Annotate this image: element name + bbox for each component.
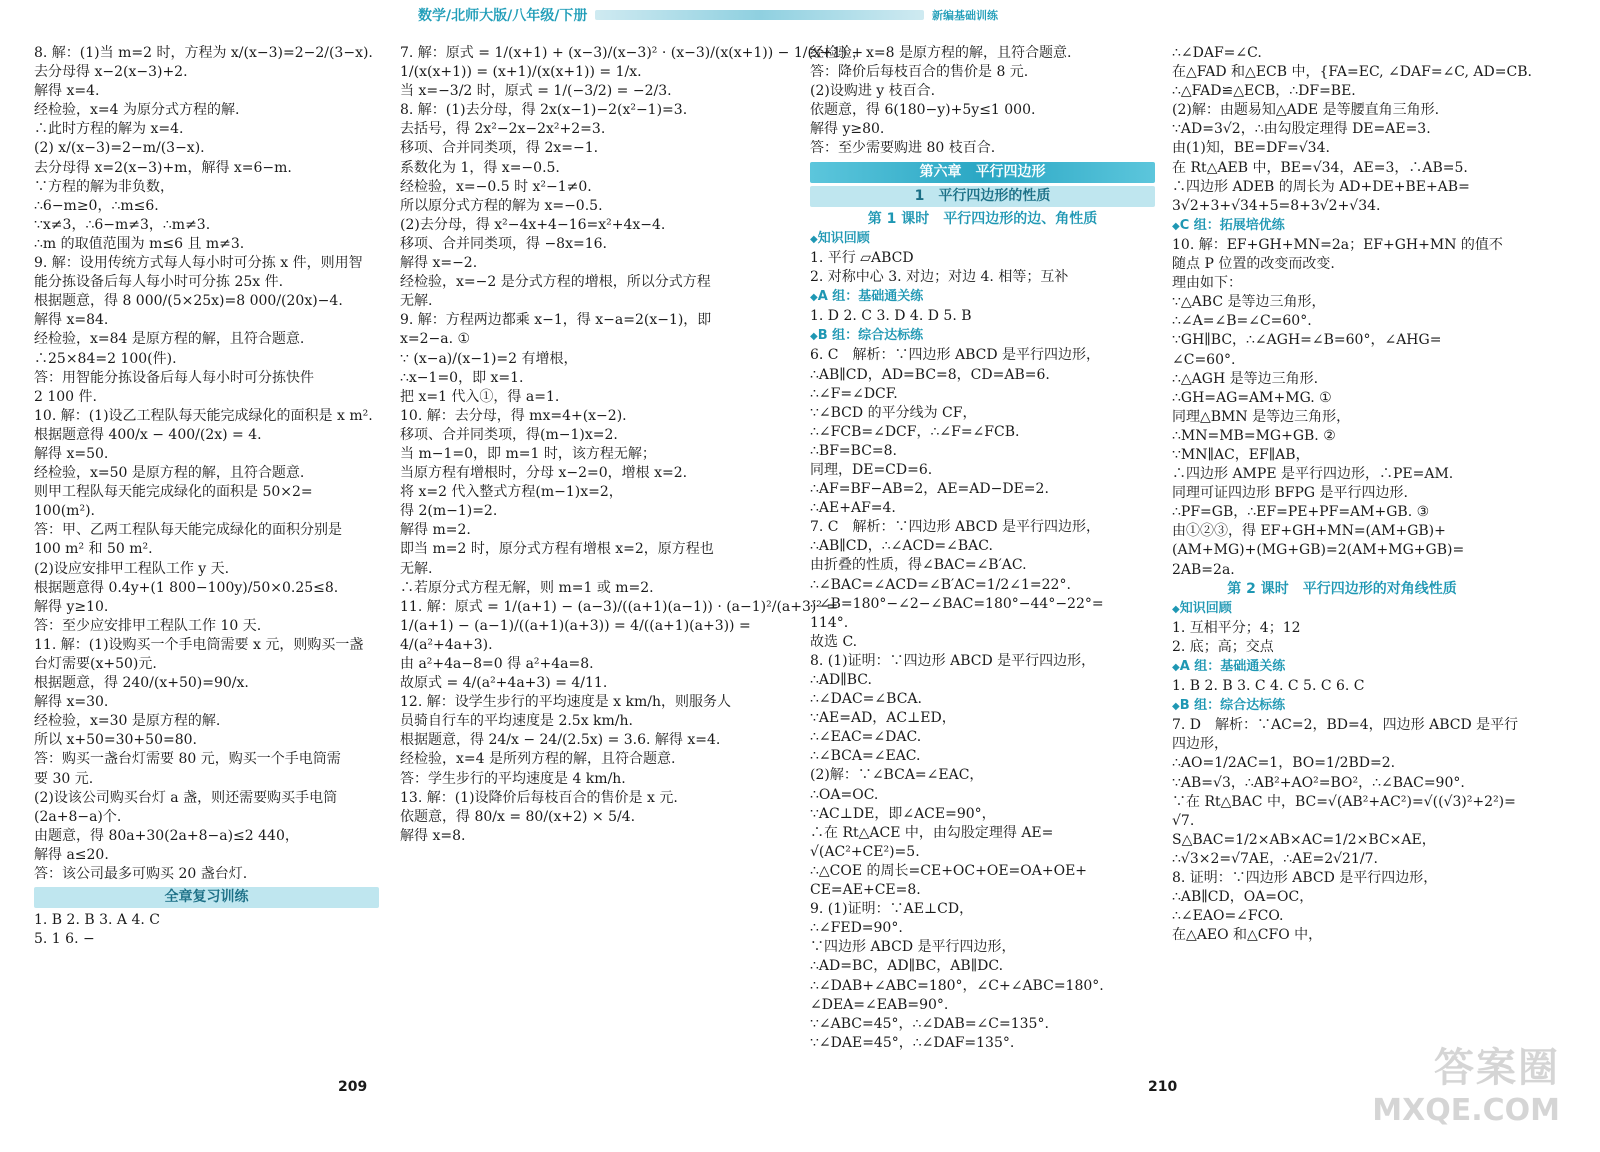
text-line: ∴OA=OC. xyxy=(810,786,879,803)
text-line: ∴MN=MB=MG+GB. ② xyxy=(1172,427,1336,444)
text-line: 去括号，得 2x²−2x−2x²+2=3. xyxy=(400,121,606,138)
text-line: 移项、合并同类项，得 2x=−1. xyxy=(400,140,599,157)
text-line: 根据题意得 400/x − 400/(2x) = 4. xyxy=(34,426,262,443)
text-line: ∴△AGH 是等边三角形. xyxy=(1172,370,1319,387)
text-line: 8. 解：(1)当 m=2 时，方程为 x/(x−3)=2−2/(3−x). xyxy=(34,45,373,61)
text-line: CE=AE+CE=8. xyxy=(810,882,921,899)
text-line: ∴在 Rt△ACE 中，由勾股定理得 AE= xyxy=(810,824,1054,841)
text-line: ∴∠BCA=∠EAC. xyxy=(810,748,921,765)
text-line: 经检验，x=30 是原方程的解. xyxy=(34,713,221,730)
text-line: ∵MN∥AC，EF∥AB， xyxy=(1172,446,1310,463)
group-b-heading-2: ◆ B 组：综合达标练 xyxy=(1172,696,1512,716)
text-line: ∵△ABC 是等边三角形， xyxy=(1172,294,1326,311)
text-line: ∴AD=BC，AD∥BC，AB∥DC. xyxy=(810,958,1004,975)
text-line: 能分拣设备后每人每小时可分拣 25x 件. xyxy=(34,274,284,291)
text-line: ∴若原分式方程无解，则 m=1 或 m=2. xyxy=(400,579,654,596)
section-title-review: 全章复习训练 xyxy=(34,887,379,908)
text-line: 10. 解：去分母，得 mx=4+(x−2). xyxy=(400,407,627,424)
column-3 xyxy=(810,44,1155,1053)
text-line: 所以 x+50=30+50=80. xyxy=(34,732,197,749)
text-line: ∵x≠3，∴6−m≠3，∴m≠3. xyxy=(34,216,211,233)
text-line: ∴PF=GB，∴EF=PE+PF=AM+GB. ③ xyxy=(1172,504,1430,521)
text-line: ∴∠BAC=∠ACD=∠B′AC=1/2∠1=22°. xyxy=(810,576,1071,593)
text-line: (2)解：∵∠BCA=∠EAC， xyxy=(810,767,984,784)
text-line: 则甲工程队每天能完成绿化的面积是 50×2= xyxy=(34,484,313,501)
watermark-logo-text: 答案圈 xyxy=(1434,1045,1560,1091)
text-line: 由①②③，得 EF+GH+MN=(AM+GB)+ xyxy=(1172,523,1446,540)
text-line: 1/(a+1) − (a−1)/((a+1)(a+3)) = 4/((a+1)(a+3)) = xyxy=(400,617,751,634)
text-line: 1. B 2. B 3. C 4. C 5. C 6. C xyxy=(1172,678,1365,695)
text-line: 在△FAD 和△ECB 中，{FA=EC, ∠DAF=∠C, AD=CB. xyxy=(1172,64,1532,81)
text-line: ∴∠B=180°−∠2−∠BAC=180°−44°−22°= xyxy=(810,595,1104,612)
text-line: 去分母得 x−2(x−3)+2. xyxy=(34,64,188,81)
text-line: 故选 C. xyxy=(810,633,858,650)
book-title: 数学/北师大版/八年级/下册 xyxy=(418,8,588,24)
header-decoration xyxy=(595,10,924,20)
text-line: 解得 a≤20. xyxy=(34,846,109,863)
text-line: ∴GH=AG=AM+MG. ① xyxy=(1172,389,1332,406)
text-line: ∵方程的解为非负数， xyxy=(34,178,174,195)
text-line: 1. B 2. B 3. A 4. C xyxy=(34,912,160,929)
text-line: 在 Rt△AEB 中，BE=√34，AE=3，∴AB=5. xyxy=(1172,159,1468,176)
text-line: 13. 解：(1)设降价后每枝百合的售价是 x 元. xyxy=(400,789,678,806)
text-line: 把 x=1 代入①，得 a=1. xyxy=(400,388,560,405)
column-1-body xyxy=(34,44,379,884)
text-line: ∵AC⊥DE，即∠ACE=90°， xyxy=(810,805,996,822)
text-line: 100(m²). xyxy=(34,503,95,520)
text-line: 11. 解：(1)设购买一个手电筒需要 x 元，则购买一盏 xyxy=(34,636,364,653)
text-line: ∴AB∥CD，AD=BC=8，CD=AB=6. xyxy=(810,366,1050,383)
page-header xyxy=(418,4,998,26)
column-4-body xyxy=(1172,44,1532,216)
page-number-right: 210 xyxy=(1148,1079,1178,1095)
text-line: ∴四边形 ADEB 的周长为 AD+DE+BE+AB= xyxy=(1172,178,1470,195)
text-line: 10. 解：EF+GH+MN=2a；EF+GH+MN 的值不 xyxy=(1172,236,1503,253)
text-line: 经检验，x=84 是原方程的解，且符合题意. xyxy=(34,331,305,348)
text-line: 根据题意，得 24/x − 24/(2.5x) = 3.6. 解得 x=4. xyxy=(400,732,721,749)
text-line: ∴m 的取值范围为 m≤6 且 m≠3. xyxy=(34,235,245,252)
text-line: 无解. xyxy=(400,293,433,310)
text-line: 答：购买一盏台灯需要 80 元，购买一个手电筒需 xyxy=(34,751,341,768)
text-line: 同理可证四边形 BFPG 是平行四边形. xyxy=(1172,485,1408,502)
text-line: 8. (1)证明：∵四边形 ABCD 是平行四边形， xyxy=(810,652,1096,669)
text-line: 当 m−1=0，即 m=1 时，该方程无解； xyxy=(400,445,656,462)
text-line: ∵∠BCD 的平分线为 CF， xyxy=(810,404,977,421)
text-line: 答：降价后每枝百合的售价是 8 元. xyxy=(810,64,1029,81)
group-c-heading: ◆ C 组：拓展培优练 xyxy=(1172,216,1512,236)
review-answers-2 xyxy=(1172,619,1512,657)
text-line: 8. 解：(1)去分母，得 2x(x−1)−2(x²−1)=3. xyxy=(400,102,688,119)
text-line: 解得 y≥80. xyxy=(810,121,885,138)
text-line: 经检验，x=4 是所列方程的解，且符合题意. xyxy=(400,751,676,768)
chapter-title: 第六章 平行四边形 xyxy=(810,162,1155,183)
text-line: ∴此时方程的解为 x=4. xyxy=(34,121,184,138)
knowledge-review-heading-2: ◆ 知识回顾 xyxy=(1172,599,1512,619)
text-line: 经检验，x=50 是原方程的解，且符合题意. xyxy=(34,465,305,482)
text-line: (2)去分母，得 x²−4x+4−16=x²+4x−4. xyxy=(400,216,666,233)
text-line: 四边形， xyxy=(1172,736,1228,753)
text-line: (2) x/(x−3)=2−m/(3−x). xyxy=(34,140,205,157)
text-line: (2)设应安排甲工程队工作 y 天. xyxy=(34,560,230,577)
text-line: ∵AB=√3，∴AB²+AO²=BO²，∴∠BAC=90°. xyxy=(1172,774,1465,791)
text-line: ∴AB∥CD，OA=OC， xyxy=(1172,889,1314,906)
group-a-answers xyxy=(810,307,1155,326)
review-answers xyxy=(810,249,1155,287)
text-line: 随点 P 位置的改变而改变. xyxy=(1172,256,1335,273)
text-line: 即当 m=2 时，原分式方程有增根 x=2，原方程也 xyxy=(400,541,714,558)
text-line: ∴∠DAB+∠ABC=180°，∠C+∠ABC=180°. xyxy=(810,977,1104,994)
text-line: 解得 x=30. xyxy=(34,694,109,711)
text-line: ∠DEA=∠EAB=90°. xyxy=(810,996,949,1013)
text-line: 1/(x(x+1)) = (x+1)/(x(x+1)) = 1/x. xyxy=(400,64,642,81)
text-line: 114°. xyxy=(810,614,849,631)
text-line: (2)设该公司购买台灯 a 盏，则还需要购买手电筒 xyxy=(34,789,338,806)
text-line: ∴AB∥CD，∴∠ACD=∠BAC. xyxy=(810,538,993,555)
lesson-2-title: 第 2 课时 平行四边形的对角线性质 xyxy=(1227,580,1457,597)
text-line: 2 100 件. xyxy=(34,388,97,405)
text-line: ∵∠ABC=45°，∴∠DAB=∠C=135°. xyxy=(810,1015,1049,1032)
text-line: ∵∠DAE=45°，∴∠DAF=135°. xyxy=(810,1034,1015,1051)
text-line: 7. C 解析：∵四边形 ABCD 是平行四边形， xyxy=(810,519,1101,536)
text-line: 4/(a²+4a+3). xyxy=(400,636,493,653)
text-line: 1. D 2. C 3. D 4. D 5. B xyxy=(810,308,972,325)
group-a-heading: ◆ A 组：基础通关练 xyxy=(810,287,1155,307)
column-1-tail xyxy=(34,911,379,949)
text-line: 解得 x=8. xyxy=(400,827,466,844)
lesson-title: 第 1 课时 平行四边形的边、角性质 xyxy=(867,210,1098,227)
text-line: 当原方程有增根时，分母 x−2=0，增根 x=2. xyxy=(400,465,688,482)
text-line: 当 x=−3/2 时，原式 = 1/(−3/2) = −2/3. xyxy=(400,83,672,100)
text-line: 经检验，x=−0.5 时 x²−1≠0. xyxy=(400,178,592,195)
group-b-answers-2 xyxy=(1172,716,1519,945)
text-line: (AM+MG)+(MG+GB)=2(AM+MG+GB)= xyxy=(1172,542,1465,559)
text-line: ∴AF=BF−AB=2，AE=AD−DE=2. xyxy=(810,481,1049,498)
text-line: 6. C 解析：∵四边形 ABCD 是平行四边形， xyxy=(810,347,1101,364)
text-line: ∵四边形 ABCD 是平行四边形， xyxy=(810,939,1016,956)
text-line: ∴∠F=∠DCF. xyxy=(810,385,898,402)
text-line: ∴△FAD≌△ECB，∴DF=BE. xyxy=(1172,83,1356,100)
text-line: 由(1)知，BE=DF=√34. xyxy=(1172,140,1330,157)
text-line: 根据题意，得 240/(x+50)=90/x. xyxy=(34,675,249,692)
group-b-answers xyxy=(810,346,1155,1052)
text-line: 5. 1 6. − xyxy=(34,931,95,948)
text-line: 经检验，x=−2 是分式方程的增根，所以分式方程 xyxy=(400,274,711,291)
text-line: ∴∠FED=90°. xyxy=(810,920,903,937)
text-line: ∴∠A=∠B=∠C=60°. xyxy=(1172,313,1312,330)
text-line: ∴BF=BC=8. xyxy=(810,442,897,459)
text-line: ∵在 Rt△BAC 中，BC=√(AB²+AC²)=√((√3)²+2²)= xyxy=(1172,793,1516,810)
text-line: x=2−a. ① xyxy=(400,331,471,348)
text-line: ∴√3×2=√7AE，∴AE=2√21/7. xyxy=(1172,850,1378,867)
text-line: 要 30 元. xyxy=(34,770,94,787)
text-line: √7. xyxy=(1172,812,1195,829)
text-line: 12. 解：设学生步行的平均速度是 x km/h，则服务人 xyxy=(400,694,732,711)
text-line: 3√2+3+√34+5=8+3√2+√34. xyxy=(1172,197,1381,214)
text-line: 经检验，x=4 为原分式方程的解. xyxy=(34,102,240,119)
text-line: ∴AE+AF=4. xyxy=(810,500,896,517)
text-line: √(AC²+CE²)=5. xyxy=(810,843,920,860)
text-line: 9. (1)证明：∵AE⊥CD， xyxy=(810,901,974,918)
text-line: 系数化为 1，得 x=−0.5. xyxy=(400,159,560,176)
text-line: 无解. xyxy=(400,560,433,577)
text-line: 解得 y≥10. xyxy=(34,598,109,615)
knowledge-review-heading: ◆ 知识回顾 xyxy=(810,229,1155,249)
text-line: 根据题意，得 8 000/(5×25x)=8 000/(20x)−4. xyxy=(34,293,343,310)
text-line: ∴△COE 的周长=CE+OC+OE=OA+OE+ xyxy=(810,862,1088,879)
text-line: 解得 x=4. xyxy=(34,83,100,100)
text-line: ∴∠FCB=∠DCF，∴∠F=∠FCB. xyxy=(810,423,1020,440)
text-line: 10. 解：(1)设乙工程队每天能完成绿化的面积是 x m². xyxy=(34,407,373,424)
text-line: 所以原分式方程的解为 x=−0.5. xyxy=(400,197,603,214)
text-line: 由 a²+4a−8=0 得 a²+4a=8. xyxy=(400,656,594,672)
text-line: 同理，DE=CD=6. xyxy=(810,461,933,478)
text-line: 解得 m=2. xyxy=(400,522,471,539)
text-line: ∴25×84=2 100(件). xyxy=(34,350,177,367)
text-line: ∴x−1=0，即 x=1. xyxy=(400,369,524,386)
series-brand: 新编基础训练 xyxy=(932,9,998,22)
text-line: (2)解：由题易知△ADE 是等腰直角三角形. xyxy=(1172,102,1440,119)
group-a-answers-2 xyxy=(1172,677,1512,696)
watermark xyxy=(1372,1036,1560,1128)
text-line: 移项、合并同类项，得 −8x=16. xyxy=(400,235,607,252)
watermark-url: MXQE.COM xyxy=(1372,1093,1560,1128)
text-line: 同理△BMN 是等边三角形， xyxy=(1172,408,1351,425)
column-4 xyxy=(1172,44,1532,945)
text-line: ∴AD∥BC. xyxy=(810,672,872,688)
text-line: ∵GH∥BC，∴∠AGH=∠B=60°，∠AHG= xyxy=(1172,332,1442,349)
text-line: S△BAC=1/2×AB×AC=1/2×BC×AE， xyxy=(1172,831,1436,848)
text-line: 经检验，x=8 是原方程的解，且符合题意. xyxy=(810,45,1072,61)
text-line: ∵ (x−a)/(x−1)=2 有增根， xyxy=(400,350,578,367)
text-line: ∴∠EAC=∠DAC. xyxy=(810,729,922,746)
text-line: 移项、合并同类项，得(m−1)x=2. xyxy=(400,426,618,443)
text-line: 依题意，得 80/x = 80/(x+2) × 5/4. xyxy=(400,808,636,825)
text-line: 2. 对称中心 3. 对边；对边 4. 相等；互补 xyxy=(810,269,1069,286)
text-line: 答：至少需要购进 80 枝百合. xyxy=(810,140,996,157)
text-line: 9. 解：设用传统方式每人每小时可分拣 x 件，则用智 xyxy=(34,255,363,272)
text-line: ∴6−m≥0，∴m≤6. xyxy=(34,197,159,214)
text-line: 由题意，得 80a+30(2a+8−a)≤2 440， xyxy=(34,827,299,844)
text-line: ∠C=60°. xyxy=(1172,351,1236,368)
text-line: ∴∠DAC=∠BCA. xyxy=(810,691,922,708)
text-line: 7. D 解析：∵AC=2，BD=4，四边形 ABCD 是平行 xyxy=(1172,717,1519,734)
text-line: 解得 x=84. xyxy=(34,312,109,329)
text-line: 去分母得 x=2(x−3)+m，解得 x=6−m. xyxy=(34,159,292,176)
text-line: 由折叠的性质，得∠BAC=∠B′AC. xyxy=(810,557,1027,574)
text-line: 7. 解：原式 = 1/(x+1) + (x−3)/(x−3)² · (x−3)/(x(x+1)) − 1/(x+1) + xyxy=(400,45,864,61)
text-line: 1. 平行 ▱ABCD xyxy=(810,249,914,266)
text-line: 1. 互相平分；4；12 xyxy=(1172,619,1301,636)
column-1 xyxy=(34,44,379,949)
text-line: ∴四边形 AMPE 是平行四边形，∴PE=AM. xyxy=(1172,466,1454,483)
group-b-heading: ◆ B 组：综合达标练 xyxy=(810,326,1155,346)
text-line: 答：用智能分拣设备后每人每小时可分拣快件 xyxy=(34,369,314,386)
text-line: 依题意，得 6(180−y)+5y≤1 000. xyxy=(810,102,1036,119)
page-number-left: 209 xyxy=(338,1079,368,1095)
text-line: (2a+8−a)个. xyxy=(34,808,122,825)
text-line: ∴∠DAF=∠C. xyxy=(1172,45,1262,61)
text-line: 根据题意得 0.4y+(1 800−100y)/50×0.25≤8. xyxy=(34,579,339,596)
text-line: 台灯需要(x+50)元. xyxy=(34,656,157,672)
text-line: 员骑自行车的平均速度是 2.5x km/h. xyxy=(400,713,634,730)
text-line: ∴∠EAO=∠FCO. xyxy=(1172,908,1284,925)
text-line: 将 x=2 代入整式方程(m−1)x=2， xyxy=(400,484,623,501)
text-line: 答：甲、乙两工程队每天能完成绿化的面积分别是 xyxy=(34,522,342,539)
text-line: 11. 解：原式 = 1/(a+1) − (a−3)/((a+1)(a−1)) · (a−1)²/(a+3)² = xyxy=(400,598,839,615)
text-line: ∵AE=AD，AC⊥ED， xyxy=(810,710,956,727)
text-line: 得 2(m−1)=2. xyxy=(400,503,498,520)
text-line: 答：至少应安排甲工程队工作 10 天. xyxy=(34,617,262,634)
text-line: 解得 x=−2. xyxy=(400,255,478,272)
text-line: 2. 底；高；交点 xyxy=(1172,638,1274,655)
text-line: 2AB=2a. xyxy=(1172,561,1235,578)
text-line: 故原式 = 4/(a²+4a+3) = 4/11. xyxy=(400,675,608,692)
group-c-answers xyxy=(1172,236,1512,580)
text-line: 答：该公司最多可购买 20 盏台灯. xyxy=(34,866,248,883)
text-line: 100 m² 和 50 m². xyxy=(34,541,153,558)
text-line: 理由如下： xyxy=(1172,275,1242,292)
text-line: 9. 解：方程两边都乘 x−1，得 x−a=2(x−1)，即 xyxy=(400,312,712,329)
text-line: ∴AO=1/2AC=1，BO=1/2BD=2. xyxy=(1172,755,1396,772)
text-line: ∵AD=3√2，∴由勾股定理得 DE=AE=3. xyxy=(1172,121,1431,138)
text-line: 解得 x=50. xyxy=(34,445,109,462)
group-a-heading-2: ◆ A 组：基础通关练 xyxy=(1172,657,1512,677)
text-line: 在△AEO 和△CFO 中， xyxy=(1172,927,1323,944)
section-title: 1 平行四边形的性质 xyxy=(810,186,1155,207)
text-line: (2)设购进 y 枝百合. xyxy=(810,83,936,100)
text-line: 8. 证明：∵四边形 ABCD 是平行四边形， xyxy=(1172,870,1438,887)
text-line: 答：学生步行的平均速度是 4 km/h. xyxy=(400,770,626,787)
column-3-body xyxy=(810,44,1155,159)
